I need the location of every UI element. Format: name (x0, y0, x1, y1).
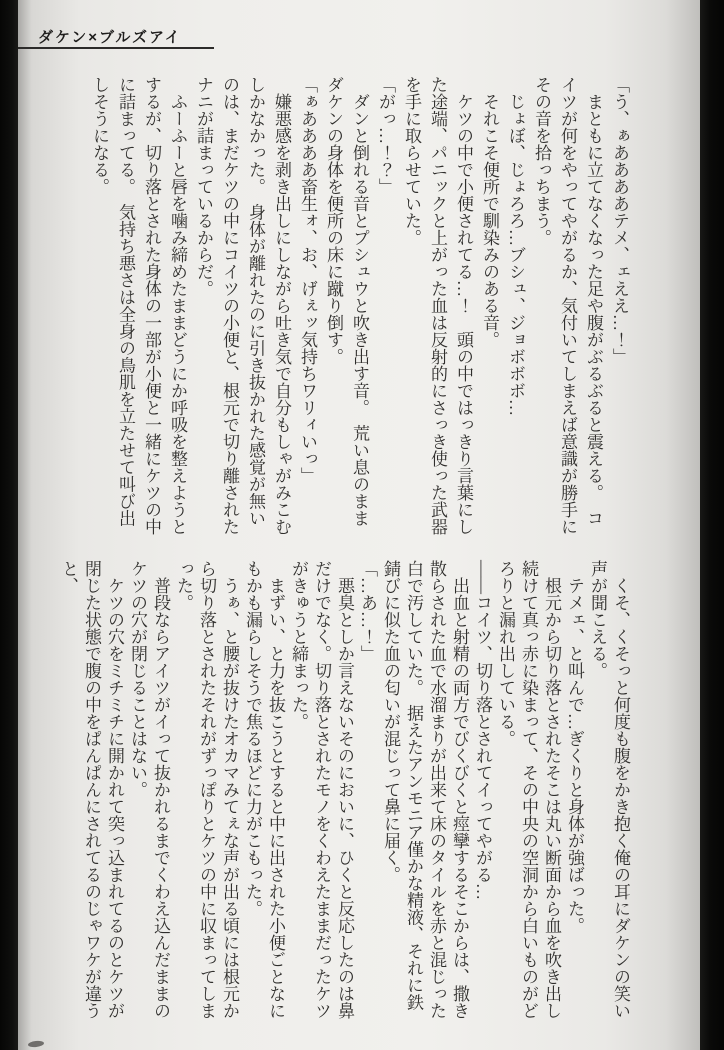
paragraph: ふーふーと唇を噛み締めたままどうにか呼吸を整えようとするが、切り落とされた身体の一部が小便と一緒にケツの中に詰まってる。 気持ち悪さは全身の鳥肌を立たせて叫び出しそうになる。 (90, 76, 187, 535)
paragraph: ――コイツ、切り落とされてイってやがる… (473, 560, 492, 900)
text-block-bottom (57, 560, 632, 1022)
paragraph: 普段ならアイツがイって抜かれるまでくわえ込んだままのケツの穴が閉じることはない。 (128, 560, 170, 1019)
paragraph: それこそ便所で馴染みのある音。 (480, 93, 499, 348)
paragraph: 根元から切り落とされたそこは丸い断面から血を吹き出し続けて真っ赤に染まって、その中央の空洞から白いものがどろりと漏れ出している。 (496, 560, 561, 1019)
paragraph: ケツの穴をミチミチに開かれて突っ込まれてるのとケツが閉じた状態で腹の中をぱんぱんにされてるのじゃワケが違うと、 (59, 560, 124, 1019)
paragraph: ケツの中で小便されてる…！ 頭の中ではっきり言葉にした途端、パニックと上がった血は反射的にさっき使った武器を手に取らせていた。 (402, 76, 473, 535)
header-underline (18, 47, 214, 49)
paragraph: くそ、くそっと何度も腹をかき抱く俺の耳にダケンの笑い声が聞こえる。 (588, 560, 630, 1019)
paragraph: 悪臭としか言えないそのにおいに、ひくと反応したのは鼻だけでなく。切り落とされたモノをくわえたままだったケツがきゅうと締まった。 (289, 560, 354, 1019)
paragraph: 「う、ぁああああテメ、ェええ…！」 (610, 76, 629, 365)
paragraph: ダンと倒れる音とプシュウと吹き出す音。 荒い息のままダケンの身体を便所の床に蹴り倒す。 (324, 76, 369, 527)
paragraph: まずい、と力を抜こうとすると中に出された小便ごとなにもかも漏らしそうで焦るほどに力がこもった。 (243, 560, 285, 1019)
paragraph: 「ぁああああ畜生ォ、お、げぇッ気持ちワリィいっ」 (298, 76, 317, 484)
right-scan-edge-strip (700, 0, 724, 1050)
paragraph: まともに立てなくなった足や腹がぶるぶると震える。 コイツが何をやってやがるか、気付いてしまえば意識が勝手にその音を拾っちまう。 (532, 76, 603, 535)
text-block-top (86, 76, 632, 538)
page-header-title: ダケン×ブルズアイ (38, 29, 182, 46)
paragraph: うぁ、と腰が抜けたオカマみてぇな声が出る頃には根元から切り落とされたそれがずっぽりとケツの中に収まってしまった。 (174, 560, 239, 1019)
paragraph: 嫌悪感を剥き出しにしながら吐き気で自分もしゃがみこむしかなかった。 身体が離れたのに引き抜かれた感覚が無いのは、まだケツの中にコイツの小便と、根元で切り離されたナニが詰まっているからだ。 (194, 76, 291, 535)
paragraph: 出血と射精の両方でびくびくと痙攣するそこからは、撒き散らされた血で水溜まりが出来て床のタイルを赤と混じった白で汚していた。 据えたアンモニア僅かな精液、それに鉄錆びに似た血の匂いが混じって鼻に届く。 (381, 560, 469, 1019)
paragraph: テメェ、と叫んで…ぎくりと身体が強ばった。 (565, 577, 584, 934)
left-binding-strip (0, 0, 18, 1050)
paragraph: じょぼ、じょろろ…ブシュ、ジョボボボ… (506, 93, 525, 416)
paragraph: 「…あ…！」 (358, 560, 377, 662)
paragraph: 「がっ…！？」 (376, 76, 395, 195)
